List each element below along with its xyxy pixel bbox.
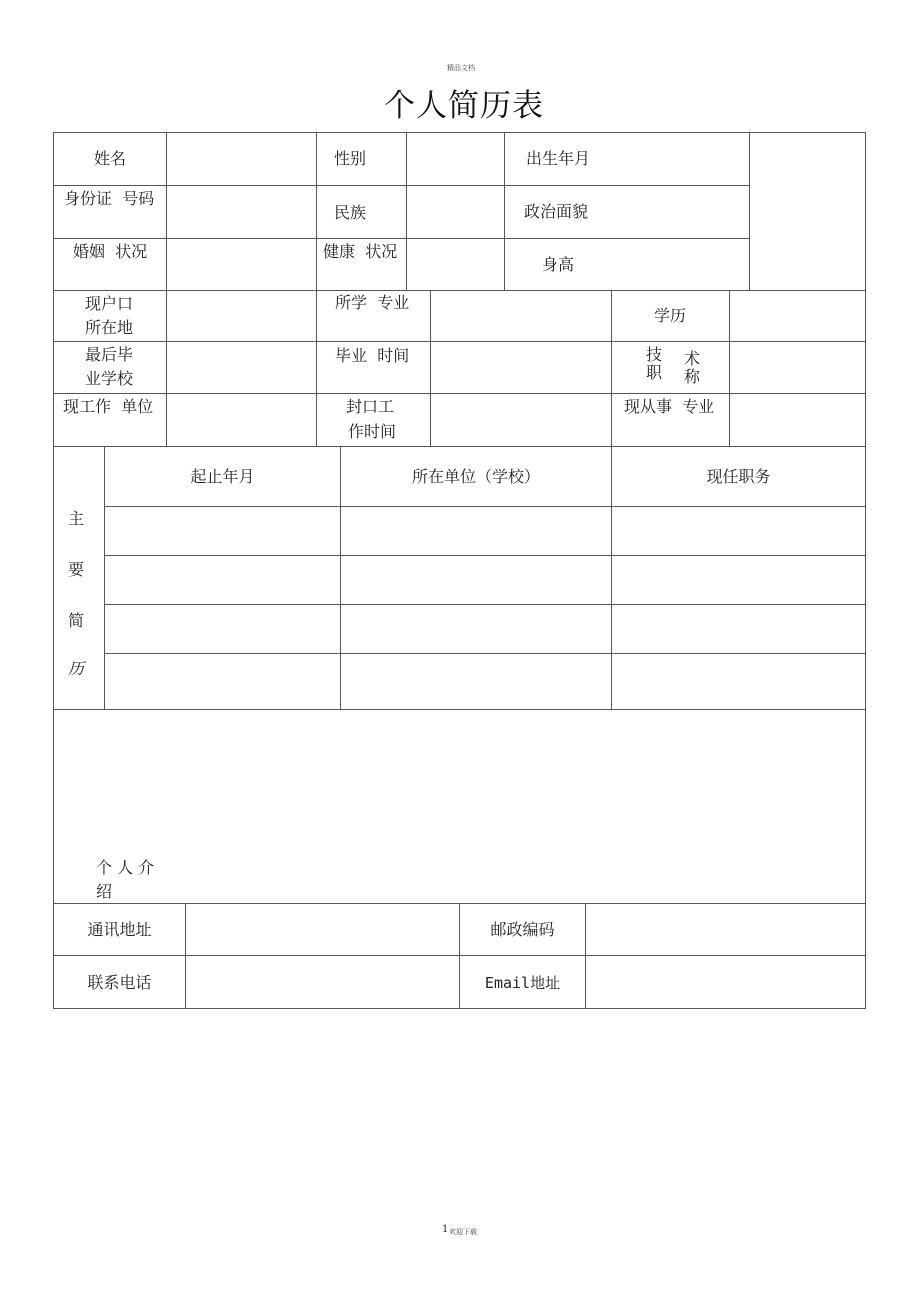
political-label: 政治面貌 — [524, 202, 589, 221]
address-label: 通讯地址 — [87, 920, 152, 939]
id-card-label: 身份证 号码 — [64, 189, 155, 208]
resume-cell[interactable] — [105, 654, 340, 709]
postcode-label: 邮政编码 — [490, 920, 555, 939]
id-card-field[interactable] — [167, 186, 316, 238]
tech-title-field[interactable] — [730, 342, 865, 393]
name-field[interactable] — [167, 133, 316, 185]
hukou-label-line1: 现户口 — [85, 294, 134, 313]
tech-title-label-a: 技职 — [646, 345, 663, 382]
grad-time-label: 毕业 时间 — [335, 346, 410, 365]
resume-cell[interactable] — [612, 507, 865, 555]
postcode-field[interactable] — [586, 904, 865, 955]
hukou-label-line2: 所在地 — [85, 318, 134, 337]
resume-cell[interactable] — [105, 605, 340, 653]
resume-col-position: 现任职务 — [706, 467, 771, 486]
resume-cell[interactable] — [612, 605, 865, 653]
page-title: 个人简历表 — [384, 88, 544, 124]
health-label: 健康 状况 — [323, 242, 398, 261]
education-label: 学历 — [654, 306, 687, 325]
current-major-field[interactable] — [730, 394, 865, 446]
work-start-label-line2: 作时间 — [348, 422, 397, 441]
email-label: Email地址 — [484, 974, 561, 992]
resume-cell[interactable] — [612, 556, 865, 604]
resume-side-char: 主 — [68, 509, 85, 528]
resume-cell[interactable] — [612, 654, 865, 709]
intro-field[interactable] — [54, 710, 865, 903]
tech-title-label-b: 术称 — [684, 349, 701, 386]
marital-label: 婚姻 状况 — [73, 242, 148, 261]
resume-side-char: 简 — [68, 611, 85, 630]
major-label: 所学 专业 — [335, 293, 410, 312]
resume-side-char: 历 — [68, 659, 85, 678]
footer-note: 欢迎下载 — [449, 1228, 477, 1236]
address-field[interactable] — [186, 904, 459, 955]
resume-cell[interactable] — [341, 605, 611, 653]
resume-cell[interactable] — [105, 556, 340, 604]
work-unit-field[interactable] — [167, 394, 316, 446]
current-major-label: 现从事 专业 — [624, 397, 715, 416]
height-label: 身高 — [542, 255, 575, 274]
resume-cell[interactable] — [105, 507, 340, 555]
health-field[interactable] — [407, 239, 504, 290]
school-label-line2: 业学校 — [85, 369, 134, 388]
footer-page-number: 1 — [442, 1224, 449, 1235]
phone-field[interactable] — [186, 956, 459, 1008]
name-label: 姓名 — [94, 149, 127, 168]
resume-side-char: 要 — [68, 560, 85, 579]
photo-box[interactable] — [750, 133, 865, 290]
header-note: 精品文档 — [447, 64, 475, 72]
resume-col-period: 起止年月 — [190, 467, 255, 486]
work-start-field[interactable] — [431, 394, 611, 446]
intro-label-line1: 个 人 介 — [96, 858, 155, 877]
resume-col-unit: 所在单位（学校） — [411, 467, 540, 486]
intro-label-line2: 绍 — [96, 882, 113, 901]
school-label-line1: 最后毕 — [85, 345, 134, 364]
gender-label: 性别 — [334, 149, 367, 168]
birth-label: 出生年月 — [526, 149, 591, 168]
work-unit-label: 现工作 单位 — [63, 397, 154, 416]
education-field[interactable] — [730, 291, 865, 341]
grad-time-field[interactable] — [431, 342, 611, 393]
email-field[interactable] — [586, 956, 865, 1008]
phone-label: 联系电话 — [87, 973, 152, 992]
ethnicity-field[interactable] — [407, 186, 504, 238]
resume-cell[interactable] — [341, 654, 611, 709]
ethnicity-label: 民族 — [334, 203, 367, 222]
resume-cell[interactable] — [341, 556, 611, 604]
work-start-label-line1: 封口工 — [346, 397, 395, 416]
school-field[interactable] — [167, 342, 316, 393]
hukou-field[interactable] — [167, 291, 316, 341]
marital-field[interactable] — [167, 239, 316, 290]
gender-field[interactable] — [407, 133, 504, 185]
resume-cell[interactable] — [341, 507, 611, 555]
major-field[interactable] — [431, 291, 611, 341]
